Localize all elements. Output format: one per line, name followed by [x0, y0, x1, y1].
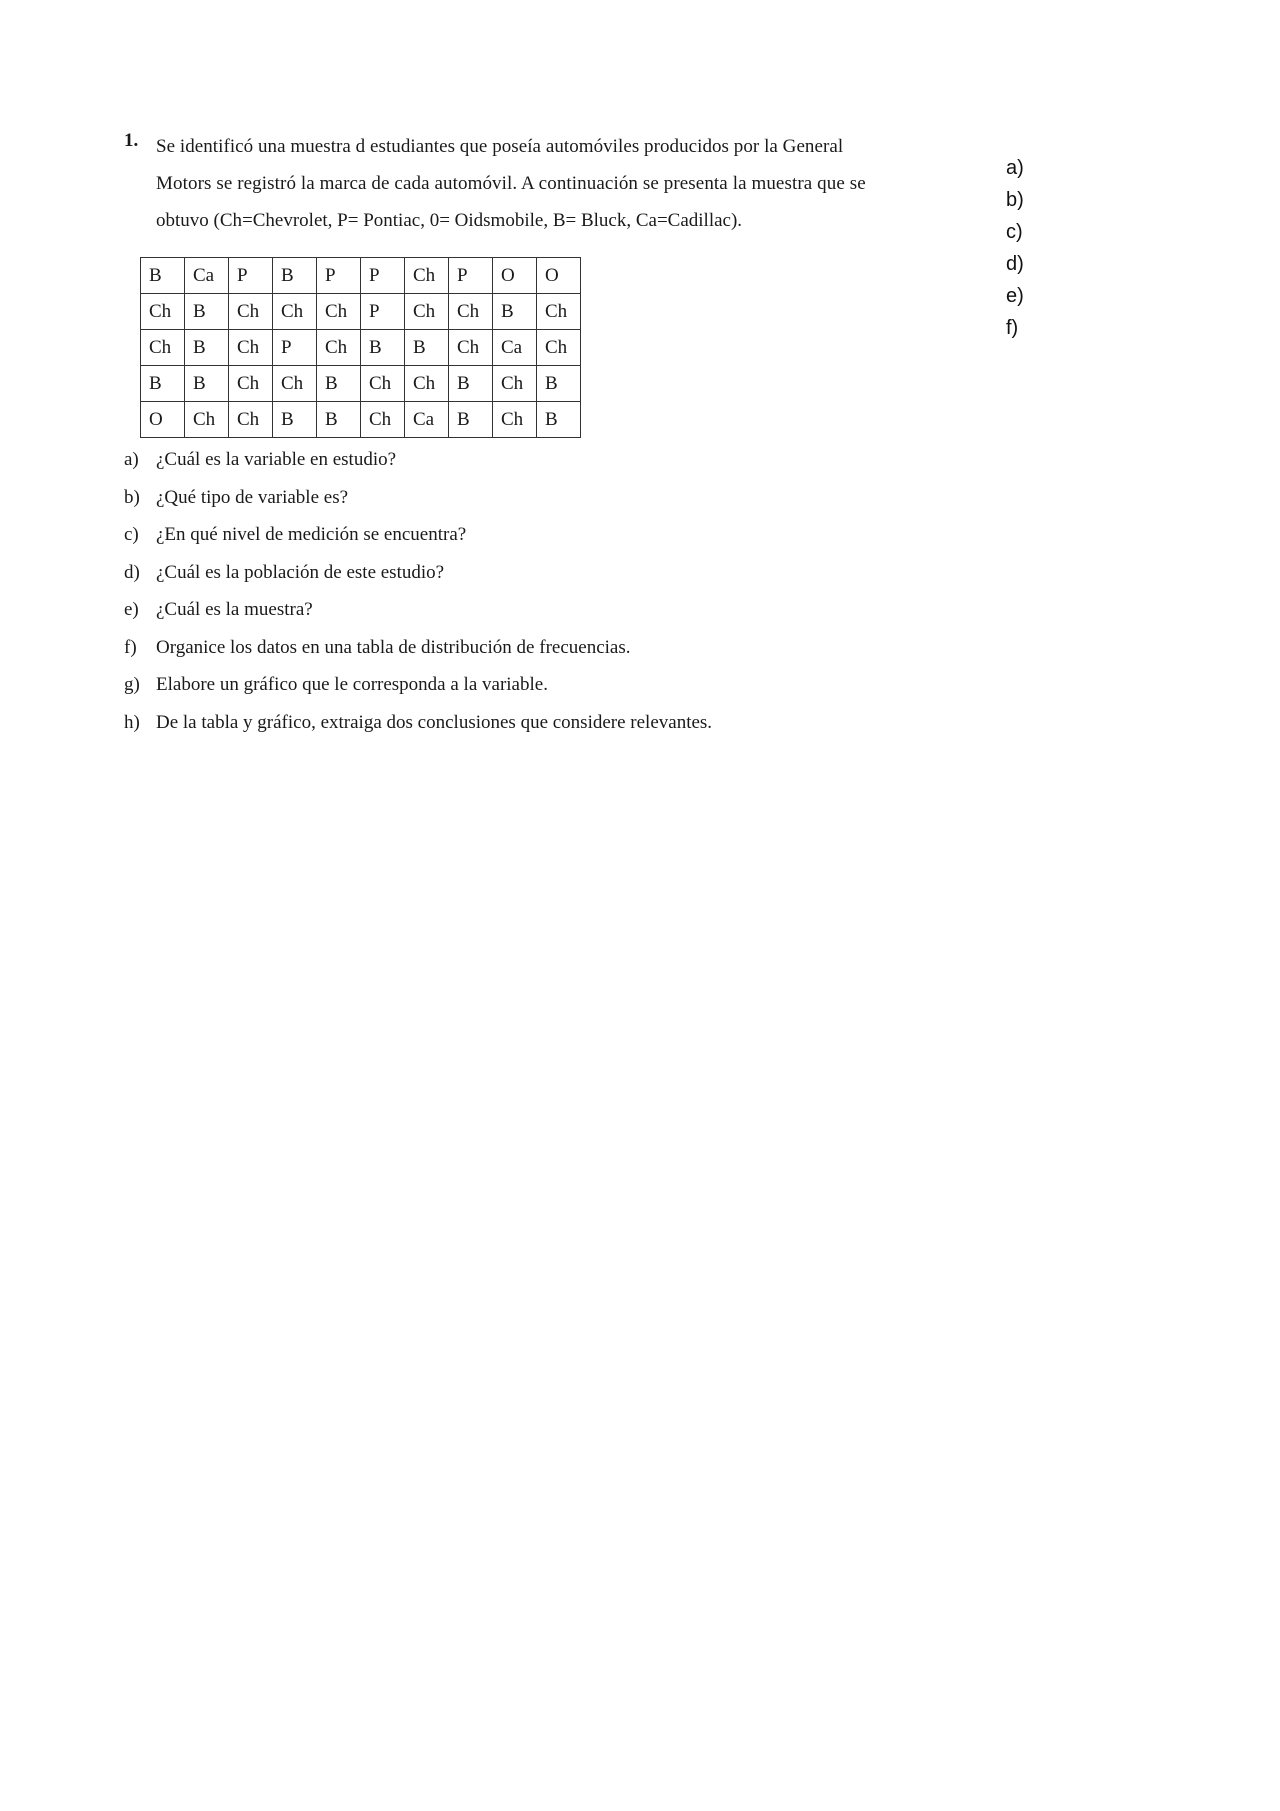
table-cell: B — [361, 330, 405, 366]
table-cell: B — [273, 258, 317, 294]
table-cell: Ch — [449, 294, 493, 330]
table-row — [141, 330, 581, 366]
table-cell: B — [449, 402, 493, 438]
table-cell: B — [493, 294, 537, 330]
problem-line: Se identificó una muestra d estudiantes que poseía automóviles producidos por la General — [156, 136, 844, 157]
question-label: c) — [124, 524, 139, 545]
table-cell: O — [493, 258, 537, 294]
question-text: ¿Qué tipo de variable es? — [156, 486, 349, 508]
problem-number: 1. — [124, 130, 139, 151]
table-row — [141, 294, 581, 330]
table-cell: Ch — [141, 294, 185, 330]
answer-label: f) — [1006, 317, 1019, 339]
table-cell: P — [361, 258, 405, 294]
table-cell: B — [141, 366, 185, 402]
table-cell: Ch — [229, 294, 273, 330]
table-cell: Ch — [405, 294, 449, 330]
sample-data-table — [140, 257, 581, 438]
table-cell: Ca — [405, 402, 449, 438]
table-cell: Ca — [185, 258, 229, 294]
table-cell: P — [449, 258, 493, 294]
table-cell: Ch — [229, 366, 273, 402]
table-cell: Ch — [493, 402, 537, 438]
table-cell: O — [537, 258, 581, 294]
table-cell: B — [141, 258, 185, 294]
question-text: Elabore un gráfico que le corresponda a la variable. — [156, 674, 548, 695]
table-cell: Ch — [185, 402, 229, 438]
problem-line: obtuvo (Ch=Chevrolet, P= Pontiac, 0= Oidsmobile, B= Bluck, Ca=Cadillac). — [156, 210, 743, 231]
table-row — [141, 402, 581, 438]
question-label: a) — [124, 449, 139, 470]
table-cell: Ch — [361, 366, 405, 402]
question-text: ¿En qué nivel de medición se encuentra? — [156, 524, 467, 545]
table-cell: Ch — [317, 330, 361, 366]
question-label: d) — [124, 561, 140, 583]
table-cell: B — [185, 330, 229, 366]
table-cell: Ch — [273, 366, 317, 402]
table-cell: O — [141, 402, 185, 438]
table-cell: P — [273, 330, 317, 366]
table-cell: B — [537, 402, 581, 438]
question-label: b) — [124, 486, 140, 508]
answer-label: c) — [1006, 221, 1023, 243]
table-cell: Ch — [537, 294, 581, 330]
answer-label: a) — [1006, 157, 1024, 179]
table-cell: Ch — [141, 330, 185, 366]
question-label: h) — [124, 711, 140, 733]
table-cell: B — [317, 366, 361, 402]
table-cell: P — [361, 294, 405, 330]
table-cell: P — [317, 258, 361, 294]
question-text: ¿Cuál es la muestra? — [156, 599, 313, 620]
table-cell: Ca — [493, 330, 537, 366]
table-cell: Ch — [361, 402, 405, 438]
question-text: Organice los datos en una tabla de distribución de frecuencias. — [156, 636, 631, 658]
table-cell: B — [273, 402, 317, 438]
answer-labels-column — [1006, 152, 1024, 344]
table-cell: B — [449, 366, 493, 402]
problem-text — [156, 128, 956, 239]
table-cell: B — [317, 402, 361, 438]
table-cell: B — [185, 294, 229, 330]
table-cell: B — [185, 366, 229, 402]
problem-line: Motors se registró la marca de cada automóvil. A continuación se presenta la muestra que se — [156, 173, 866, 194]
question-label: f) — [124, 636, 137, 658]
table-cell: Ch — [317, 294, 361, 330]
table-cell: Ch — [493, 366, 537, 402]
table-cell: Ch — [449, 330, 493, 366]
question-label: e) — [124, 599, 139, 620]
table-row — [141, 258, 581, 294]
answer-label: e) — [1006, 285, 1024, 307]
question-text: ¿Cuál es la población de este estudio? — [156, 561, 445, 583]
table-cell: P — [229, 258, 273, 294]
table-cell: B — [405, 330, 449, 366]
question-text: ¿Cuál es la variable en estudio? — [156, 449, 397, 470]
answer-label: b) — [1006, 189, 1024, 211]
table-cell: Ch — [229, 330, 273, 366]
table-row — [141, 366, 581, 402]
answer-label: d) — [1006, 253, 1024, 275]
question-text: De la tabla y gráfico, extraiga dos conclusiones que considere relevantes. — [156, 711, 713, 733]
table-cell: Ch — [405, 258, 449, 294]
question-label: g) — [124, 674, 140, 695]
table-cell: B — [537, 366, 581, 402]
table-cell: Ch — [273, 294, 317, 330]
table-cell: Ch — [405, 366, 449, 402]
table-cell: Ch — [537, 330, 581, 366]
table-cell: Ch — [229, 402, 273, 438]
